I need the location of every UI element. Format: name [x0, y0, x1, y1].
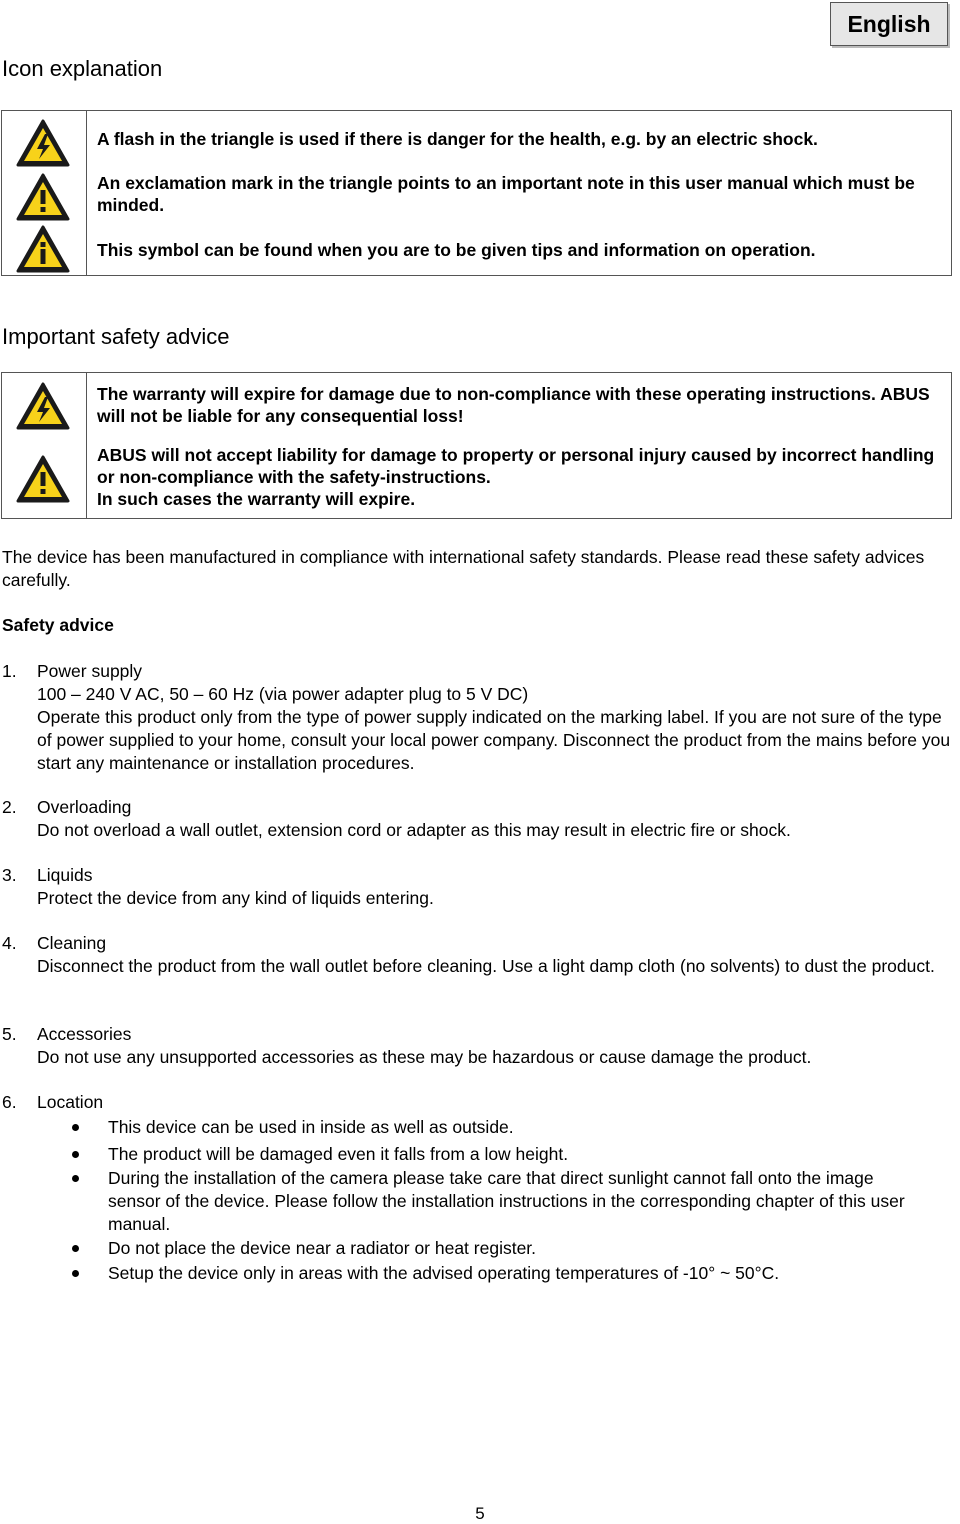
safety-row-text	[97, 444, 943, 510]
page-number: 5	[475, 1504, 485, 1523]
item-body	[37, 683, 960, 775]
item-line: Do not use any unsupported accessories as these may be hazardous or cause damage the product.	[37, 1047, 812, 1067]
item-title: Overloading	[37, 797, 132, 817]
item-line: Protect the device from any kind of liquids entering.	[37, 888, 434, 908]
item-line: Do not overload a wall outlet, extension cord or adapter as this may result in electric fire or shock.	[37, 820, 791, 840]
item-body	[37, 819, 960, 842]
important-safety-table	[1, 372, 952, 519]
bullet-text: Do not place the device near a radiator or heat register.	[108, 1238, 537, 1258]
bullet-icon	[72, 1245, 79, 1252]
bullet-text: Setup the device only in areas with the advised operating temperatures of -10° ~ 50°C.	[108, 1263, 780, 1283]
icon-row-text: An exclamation mark in the triangle points to an important note in this user manual which must be minded.	[97, 173, 915, 215]
item-number: 5.	[2, 1024, 17, 1044]
item-body	[37, 955, 960, 978]
icon-row-text: This symbol can be found when you are to be given tips and information on operation.	[97, 240, 816, 260]
item-title: Cleaning	[37, 933, 107, 953]
icon-explanation-table	[1, 110, 952, 276]
item-number: 3.	[2, 865, 17, 885]
bullet-icon	[72, 1270, 79, 1277]
list-item	[108, 1237, 930, 1260]
safety-advice-heading: Safety advice	[2, 615, 114, 635]
item-title: Power supply	[37, 661, 143, 681]
icon-explanation-title: Icon explanation	[2, 56, 163, 81]
bullet-icon	[72, 1175, 79, 1182]
safety-row-line: In such cases the warranty will expire.	[97, 489, 416, 509]
language-tab[interactable]: English	[830, 2, 948, 46]
bullet-text: During the installation of the camera please take care that direct sunlight cannot fall onto the image sensor of the device. Please follow the installation instructions in the corresponding chapter of this user manual.	[108, 1168, 905, 1234]
item-number: 2.	[2, 797, 17, 817]
list-item	[108, 1116, 930, 1139]
bullet-text: The product will be damaged even it falls from a low height.	[108, 1144, 569, 1164]
item-line: Disconnect the product from the wall outlet before cleaning. Use a light damp cloth (no solvents) to dust the product.	[37, 956, 935, 976]
list-item	[108, 1262, 930, 1285]
item-title: Liquids	[37, 865, 93, 885]
item-title: Accessories	[37, 1024, 132, 1044]
important-safety-title: Important safety advice	[2, 324, 230, 349]
bullet-icon	[72, 1124, 79, 1131]
exclamation-triangle-icon	[16, 455, 70, 503]
item-line: 100 – 240 V AC, 50 – 60 Hz (via power adapter plug to 5 V DC)	[37, 684, 529, 704]
list-item	[108, 1167, 930, 1236]
bullet-icon	[72, 1151, 79, 1158]
flash-triangle-icon	[16, 119, 70, 167]
icon-column	[2, 111, 87, 275]
bullet-text: This device can be used in inside as well as outside.	[108, 1117, 514, 1137]
item-line: Operate this product only from the type of power supply indicated on the marking label. If you are not sure of the type of power supplied to your home, consult your local power company. Disconnect the product from the mains before you start any maintenance or installation procedures.	[37, 707, 951, 773]
item-number: 4.	[2, 933, 17, 953]
intro-paragraph: The device has been manufactured in compliance with international safety standards. Please read these safety advices carefully.	[2, 547, 925, 590]
flash-triangle-icon	[16, 382, 70, 430]
info-triangle-icon	[16, 225, 70, 273]
safety-row-line: ABUS will not accept liability for damage to property or personal injury caused by incorrect handling or non-compliance with the safety-instructions.	[97, 445, 935, 487]
exclamation-triangle-icon	[16, 173, 70, 221]
item-body	[37, 887, 960, 910]
item-number: 6.	[2, 1092, 17, 1112]
icon-column	[2, 373, 87, 518]
safety-row-text: The warranty will expire for damage due to non-compliance with these operating instructions. ABUS will not be liable for any consequential loss!	[97, 384, 930, 426]
item-body	[37, 1046, 960, 1069]
item-number: 1.	[2, 661, 17, 681]
icon-row-text: A flash in the triangle is used if there is danger for the health, e.g. by an electric shock.	[97, 129, 818, 149]
list-item	[108, 1143, 930, 1166]
item-title: Location	[37, 1092, 104, 1112]
